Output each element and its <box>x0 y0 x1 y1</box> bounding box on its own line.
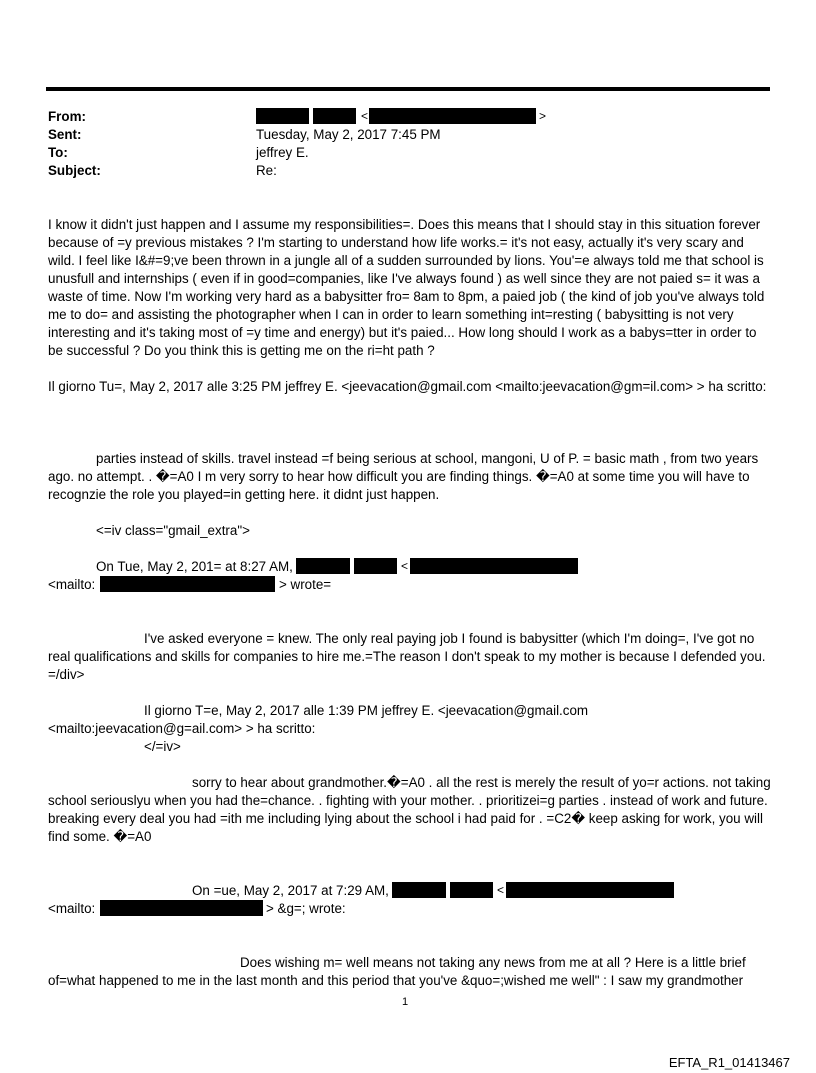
body-paragraph <box>48 216 774 360</box>
mailto-suffix: > &g=; wrote: <box>266 901 346 916</box>
mailto-prefix: <mailto: <box>48 901 96 916</box>
redaction-box <box>354 558 397 574</box>
mailto-suffix: > wrote= <box>279 577 332 592</box>
quoted-message-3-text: sorry to hear about grandmother.�=A0 . all the rest is merely the result of yo=r actions. not taking school seriouslyu when you had the=chance. . fighting with your mother. . prioritizei=g parties . instead of work and future. breaking every deal you had =ith me including lying about the school i had paid for . =C2� keep asking for work, you will find some. �=A0 <box>48 775 771 844</box>
quote-email-open: < <box>401 559 409 573</box>
to-value: jeffrey E. <box>256 145 309 160</box>
sent-label: Sent: <box>48 127 82 142</box>
html-fragment: =/div> <box>48 667 85 682</box>
quoted-message-4-text: Does wishing m= well means not taking any news from me at all ? Here is a little brief of=what happened to me in the last month and this period that you've &quo=;wished me well" : I saw my grandmother <box>48 955 746 988</box>
document-id: EFTA_R1_01413467 <box>668 1055 790 1070</box>
redaction-box <box>450 882 493 898</box>
quote-header-4: On =ue, May 2, 2017 at 7:29 AM, <box>192 883 389 898</box>
redaction-box <box>256 108 309 124</box>
quote-header-3-mailto: <mailto:jeevacation@g=ail.com> > ha scritto: <box>48 721 316 736</box>
quoted-message-3 <box>48 774 774 846</box>
html-fragment: </=iv> <box>144 739 181 754</box>
quote-header-3: Il giorno T=e, May 2, 2017 alle 1:39 PM jeffrey E. <jeevacation@gmail.com <box>144 703 589 718</box>
quote-header <box>48 378 774 396</box>
reply-text: I know it didn't just happen and I assume my responsibilities=. Does this means that I should stay in this situation forever because of =y previous mistakes ? I'm starting to understand how life works.= it's not easy, actually it's very scary and wild. I feel like I&#=9;ve been thrown in a jungle all of a sudden surrounded by lions. You'=e always told me that school is unusfull and internships ( even if in good=companies, like I've always found ) as well since they are not paied s= it was a waste of time. Now I'm working very hard as a babysitter fro= 8am to 8pm, a paied job ( the kind of job you've always told me to do= and assisting the photographer when I can in order to learn something int=resting ( babysitting is not very interesting and it's taking most of =y time and energy) but it's paied... How long should I work as a babys=tter in order to be successful ? Do you think this is getting me on the ri=ht path ? <box>48 217 765 358</box>
header-rule <box>46 87 770 91</box>
from-email-close: > <box>539 109 547 123</box>
subject-value: Re: <box>256 163 277 178</box>
quote-header-2: On Tue, May 2, 201= at 8:27 AM, <box>96 559 293 574</box>
sent-value: Tuesday, May 2, 2017 7:45 PM <box>256 127 441 142</box>
redaction-box <box>506 882 674 898</box>
redaction-box <box>410 558 578 574</box>
quoted-message <box>48 450 774 504</box>
quoted-message-2-text: I've asked everyone = knew. The only real paying job I found is babysitter (which I'm doing=, I've got no real qualifications and skills for companies to hire me.=The reason I don't speak to my mother is because I defended you. <box>48 631 766 664</box>
redaction-box <box>369 108 536 124</box>
redaction-box <box>392 882 446 898</box>
html-fragment: <=iv class="gmail_extra"> <box>96 523 250 538</box>
redaction-box <box>100 900 263 916</box>
redaction-box <box>313 108 356 124</box>
from-email-open: < <box>361 109 369 123</box>
quoted-message-text: parties instead of skills. travel instead =f being serious at school, mangoni, U of P. = basic math , from two years ago. no attempt. . �=A0 I m very sorry to hear how difficult you are finding things. �=A0 at some time you will have to recognzie the role you played=in getting here. it didnt just happen. <box>48 451 759 502</box>
quoted-message-4 <box>48 954 774 990</box>
redaction-box <box>296 558 350 574</box>
page-number: 1 <box>402 996 409 1008</box>
to-label: To: <box>48 145 68 160</box>
subject-label: Subject: <box>48 163 101 178</box>
mailto-prefix: <mailto: <box>48 577 96 592</box>
from-label: From: <box>48 109 86 124</box>
quoted-message-2 <box>48 630 774 666</box>
quote-email-open: < <box>497 883 505 897</box>
redaction-box <box>100 576 275 592</box>
quote-header-text: Il giorno Tu=, May 2, 2017 alle 3:25 PM jeffrey E. <jeevacation@gmail.com <mailto:jeevacation@gm=il.com> > ha scritto: <box>48 379 767 394</box>
